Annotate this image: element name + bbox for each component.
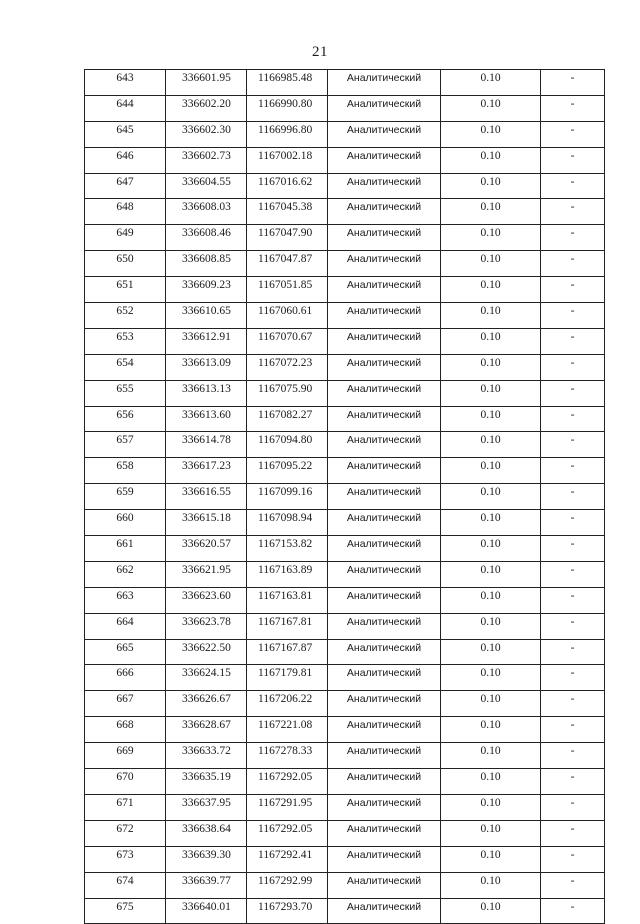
- cell-x-coordinate: 336608.03: [166, 199, 247, 225]
- cell-note: -: [541, 277, 605, 303]
- cell-point-number: 650: [85, 251, 166, 277]
- cell-method: Аналитический: [328, 898, 441, 924]
- cell-note: -: [541, 872, 605, 898]
- cell-x-coordinate: 336628.67: [166, 717, 247, 743]
- cell-y-coordinate: 1166985.48: [247, 70, 328, 96]
- cell-method: Аналитический: [328, 354, 441, 380]
- cell-y-coordinate: 1167167.81: [247, 613, 328, 639]
- cell-x-coordinate: 336639.30: [166, 846, 247, 872]
- cell-note: -: [541, 406, 605, 432]
- cell-precision: 0.10: [441, 613, 541, 639]
- cell-method: Аналитический: [328, 536, 441, 562]
- cell-precision: 0.10: [441, 277, 541, 303]
- cell-y-coordinate: 1167293.70: [247, 898, 328, 924]
- cell-note: -: [541, 328, 605, 354]
- cell-y-coordinate: 1167221.08: [247, 717, 328, 743]
- cell-y-coordinate: 1167060.61: [247, 303, 328, 329]
- cell-precision: 0.10: [441, 536, 541, 562]
- cell-point-number: 652: [85, 303, 166, 329]
- cell-y-coordinate: 1166990.80: [247, 95, 328, 121]
- table-row: [85, 794, 605, 820]
- cell-note: -: [541, 251, 605, 277]
- cell-point-number: 667: [85, 691, 166, 717]
- cell-point-number: 661: [85, 536, 166, 562]
- cell-x-coordinate: 336626.67: [166, 691, 247, 717]
- cell-method: Аналитический: [328, 432, 441, 458]
- cell-method: Аналитический: [328, 328, 441, 354]
- cell-note: -: [541, 484, 605, 510]
- cell-point-number: 645: [85, 121, 166, 147]
- cell-method: Аналитический: [328, 225, 441, 251]
- cell-precision: 0.10: [441, 846, 541, 872]
- table-row: [85, 639, 605, 665]
- table-row: [85, 820, 605, 846]
- table-row: [85, 510, 605, 536]
- cell-y-coordinate: 1167291.95: [247, 794, 328, 820]
- cell-x-coordinate: 336601.95: [166, 70, 247, 96]
- table-row: [85, 898, 605, 924]
- cell-y-coordinate: 1167163.89: [247, 561, 328, 587]
- cell-precision: 0.10: [441, 432, 541, 458]
- cell-y-coordinate: 1166996.80: [247, 121, 328, 147]
- table-row: [85, 484, 605, 510]
- cell-x-coordinate: 336633.72: [166, 743, 247, 769]
- cell-method: Аналитический: [328, 277, 441, 303]
- cell-point-number: 673: [85, 846, 166, 872]
- cell-x-coordinate: 336610.65: [166, 303, 247, 329]
- cell-point-number: 666: [85, 665, 166, 691]
- cell-point-number: 674: [85, 872, 166, 898]
- cell-x-coordinate: 336639.77: [166, 872, 247, 898]
- cell-note: -: [541, 121, 605, 147]
- cell-point-number: 653: [85, 328, 166, 354]
- cell-precision: 0.10: [441, 794, 541, 820]
- cell-method: Аналитический: [328, 70, 441, 96]
- cell-x-coordinate: 336616.55: [166, 484, 247, 510]
- cell-note: -: [541, 743, 605, 769]
- page-number: 21: [312, 44, 328, 60]
- cell-note: -: [541, 794, 605, 820]
- cell-point-number: 659: [85, 484, 166, 510]
- cell-method: Аналитический: [328, 147, 441, 173]
- table-row: [85, 95, 605, 121]
- table-row: [85, 354, 605, 380]
- cell-y-coordinate: 1167094.80: [247, 432, 328, 458]
- cell-x-coordinate: 336604.55: [166, 173, 247, 199]
- table-row: [85, 225, 605, 251]
- table-row: [85, 406, 605, 432]
- cell-x-coordinate: 336620.57: [166, 536, 247, 562]
- cell-point-number: 663: [85, 587, 166, 613]
- cell-precision: 0.10: [441, 769, 541, 795]
- cell-x-coordinate: 336624.15: [166, 665, 247, 691]
- cell-y-coordinate: 1167095.22: [247, 458, 328, 484]
- cell-method: Аналитический: [328, 846, 441, 872]
- table-row: [85, 872, 605, 898]
- cell-x-coordinate: 336602.20: [166, 95, 247, 121]
- table-row: [85, 70, 605, 96]
- cell-method: Аналитический: [328, 121, 441, 147]
- cell-precision: 0.10: [441, 121, 541, 147]
- cell-y-coordinate: 1167051.85: [247, 277, 328, 303]
- cell-method: Аналитический: [328, 769, 441, 795]
- cell-point-number: 651: [85, 277, 166, 303]
- cell-x-coordinate: 336617.23: [166, 458, 247, 484]
- table-row: [85, 380, 605, 406]
- cell-method: Аналитический: [328, 484, 441, 510]
- cell-method: Аналитический: [328, 251, 441, 277]
- cell-precision: 0.10: [441, 484, 541, 510]
- table-row: [85, 665, 605, 691]
- cell-y-coordinate: 1167047.87: [247, 251, 328, 277]
- cell-precision: 0.10: [441, 458, 541, 484]
- table-row: [85, 691, 605, 717]
- cell-x-coordinate: 336640.01: [166, 898, 247, 924]
- cell-precision: 0.10: [441, 587, 541, 613]
- cell-note: -: [541, 561, 605, 587]
- cell-point-number: 658: [85, 458, 166, 484]
- cell-note: -: [541, 769, 605, 795]
- cell-precision: 0.10: [441, 665, 541, 691]
- cell-x-coordinate: 336614.78: [166, 432, 247, 458]
- cell-precision: 0.10: [441, 225, 541, 251]
- cell-y-coordinate: 1167292.05: [247, 820, 328, 846]
- cell-x-coordinate: 336608.46: [166, 225, 247, 251]
- cell-precision: 0.10: [441, 820, 541, 846]
- table-row: [85, 432, 605, 458]
- cell-y-coordinate: 1167167.87: [247, 639, 328, 665]
- cell-note: -: [541, 303, 605, 329]
- cell-x-coordinate: 336613.13: [166, 380, 247, 406]
- cell-point-number: 665: [85, 639, 166, 665]
- cell-x-coordinate: 336609.23: [166, 277, 247, 303]
- cell-x-coordinate: 336637.95: [166, 794, 247, 820]
- cell-method: Аналитический: [328, 820, 441, 846]
- cell-method: Аналитический: [328, 613, 441, 639]
- cell-precision: 0.10: [441, 70, 541, 96]
- cell-y-coordinate: 1167179.81: [247, 665, 328, 691]
- cell-method: Аналитический: [328, 510, 441, 536]
- cell-note: -: [541, 665, 605, 691]
- cell-x-coordinate: 336613.60: [166, 406, 247, 432]
- cell-y-coordinate: 1167016.62: [247, 173, 328, 199]
- table-row: [85, 613, 605, 639]
- cell-method: Аналитический: [328, 743, 441, 769]
- cell-x-coordinate: 336608.85: [166, 251, 247, 277]
- cell-x-coordinate: 336638.64: [166, 820, 247, 846]
- coordinates-table: [84, 69, 605, 924]
- cell-method: Аналитический: [328, 561, 441, 587]
- cell-note: -: [541, 458, 605, 484]
- cell-note: -: [541, 95, 605, 121]
- cell-note: -: [541, 536, 605, 562]
- cell-note: -: [541, 380, 605, 406]
- table-row: [85, 147, 605, 173]
- cell-point-number: 671: [85, 794, 166, 820]
- cell-precision: 0.10: [441, 328, 541, 354]
- cell-precision: 0.10: [441, 380, 541, 406]
- cell-point-number: 672: [85, 820, 166, 846]
- cell-method: Аналитический: [328, 380, 441, 406]
- cell-point-number: 648: [85, 199, 166, 225]
- cell-point-number: 664: [85, 613, 166, 639]
- cell-note: -: [541, 354, 605, 380]
- cell-x-coordinate: 336621.95: [166, 561, 247, 587]
- cell-note: -: [541, 587, 605, 613]
- cell-precision: 0.10: [441, 872, 541, 898]
- table-row: [85, 743, 605, 769]
- table-row: [85, 587, 605, 613]
- cell-note: -: [541, 639, 605, 665]
- cell-note: -: [541, 510, 605, 536]
- cell-point-number: 669: [85, 743, 166, 769]
- cell-y-coordinate: 1167082.27: [247, 406, 328, 432]
- cell-method: Аналитический: [328, 691, 441, 717]
- table-row: [85, 121, 605, 147]
- cell-method: Аналитический: [328, 717, 441, 743]
- cell-precision: 0.10: [441, 95, 541, 121]
- cell-precision: 0.10: [441, 173, 541, 199]
- cell-x-coordinate: 336622.50: [166, 639, 247, 665]
- cell-method: Аналитический: [328, 587, 441, 613]
- cell-note: -: [541, 846, 605, 872]
- cell-precision: 0.10: [441, 406, 541, 432]
- cell-point-number: 644: [85, 95, 166, 121]
- cell-x-coordinate: 336635.19: [166, 769, 247, 795]
- cell-point-number: 655: [85, 380, 166, 406]
- cell-x-coordinate: 336602.30: [166, 121, 247, 147]
- table-row: [85, 846, 605, 872]
- cell-x-coordinate: 336623.78: [166, 613, 247, 639]
- table-row: [85, 251, 605, 277]
- cell-note: -: [541, 70, 605, 96]
- cell-precision: 0.10: [441, 561, 541, 587]
- cell-y-coordinate: 1167047.90: [247, 225, 328, 251]
- table-row: [85, 173, 605, 199]
- cell-precision: 0.10: [441, 639, 541, 665]
- cell-point-number: 649: [85, 225, 166, 251]
- cell-note: -: [541, 199, 605, 225]
- cell-precision: 0.10: [441, 303, 541, 329]
- cell-point-number: 654: [85, 354, 166, 380]
- cell-point-number: 662: [85, 561, 166, 587]
- cell-point-number: 643: [85, 70, 166, 96]
- cell-point-number: 660: [85, 510, 166, 536]
- cell-point-number: 675: [85, 898, 166, 924]
- cell-x-coordinate: 336612.91: [166, 328, 247, 354]
- table-row: [85, 277, 605, 303]
- cell-x-coordinate: 336623.60: [166, 587, 247, 613]
- cell-precision: 0.10: [441, 147, 541, 173]
- cell-method: Аналитический: [328, 458, 441, 484]
- cell-y-coordinate: 1167292.05: [247, 769, 328, 795]
- cell-precision: 0.10: [441, 898, 541, 924]
- cell-method: Аналитический: [328, 665, 441, 691]
- table-row: [85, 328, 605, 354]
- cell-y-coordinate: 1167099.16: [247, 484, 328, 510]
- cell-method: Аналитический: [328, 199, 441, 225]
- cell-precision: 0.10: [441, 691, 541, 717]
- table-row: [85, 199, 605, 225]
- cell-note: -: [541, 147, 605, 173]
- cell-precision: 0.10: [441, 199, 541, 225]
- table-row: [85, 458, 605, 484]
- cell-method: Аналитический: [328, 95, 441, 121]
- cell-point-number: 646: [85, 147, 166, 173]
- cell-precision: 0.10: [441, 743, 541, 769]
- cell-y-coordinate: 1167045.38: [247, 199, 328, 225]
- cell-method: Аналитический: [328, 303, 441, 329]
- cell-method: Аналитический: [328, 406, 441, 432]
- table-row: [85, 561, 605, 587]
- cell-y-coordinate: 1167163.81: [247, 587, 328, 613]
- cell-point-number: 668: [85, 717, 166, 743]
- cell-y-coordinate: 1167098.94: [247, 510, 328, 536]
- cell-point-number: 657: [85, 432, 166, 458]
- table-row: [85, 717, 605, 743]
- cell-note: -: [541, 898, 605, 924]
- cell-note: -: [541, 173, 605, 199]
- table-body: [85, 70, 605, 924]
- cell-x-coordinate: 336615.18: [166, 510, 247, 536]
- cell-y-coordinate: 1167002.18: [247, 147, 328, 173]
- cell-note: -: [541, 432, 605, 458]
- cell-note: -: [541, 820, 605, 846]
- cell-note: -: [541, 717, 605, 743]
- cell-precision: 0.10: [441, 354, 541, 380]
- cell-point-number: 647: [85, 173, 166, 199]
- cell-precision: 0.10: [441, 251, 541, 277]
- cell-point-number: 656: [85, 406, 166, 432]
- cell-y-coordinate: 1167070.67: [247, 328, 328, 354]
- cell-method: Аналитический: [328, 794, 441, 820]
- cell-point-number: 670: [85, 769, 166, 795]
- table-row: [85, 303, 605, 329]
- cell-method: Аналитический: [328, 173, 441, 199]
- cell-y-coordinate: 1167075.90: [247, 380, 328, 406]
- table-row: [85, 769, 605, 795]
- cell-y-coordinate: 1167278.33: [247, 743, 328, 769]
- cell-method: Аналитический: [328, 872, 441, 898]
- cell-y-coordinate: 1167072.23: [247, 354, 328, 380]
- cell-x-coordinate: 336613.09: [166, 354, 247, 380]
- cell-precision: 0.10: [441, 510, 541, 536]
- cell-note: -: [541, 613, 605, 639]
- cell-y-coordinate: 1167206.22: [247, 691, 328, 717]
- cell-y-coordinate: 1167292.41: [247, 846, 328, 872]
- cell-y-coordinate: 1167292.99: [247, 872, 328, 898]
- cell-method: Аналитический: [328, 639, 441, 665]
- cell-y-coordinate: 1167153.82: [247, 536, 328, 562]
- cell-precision: 0.10: [441, 717, 541, 743]
- cell-x-coordinate: 336602.73: [166, 147, 247, 173]
- table-row: [85, 536, 605, 562]
- cell-note: -: [541, 225, 605, 251]
- cell-note: -: [541, 691, 605, 717]
